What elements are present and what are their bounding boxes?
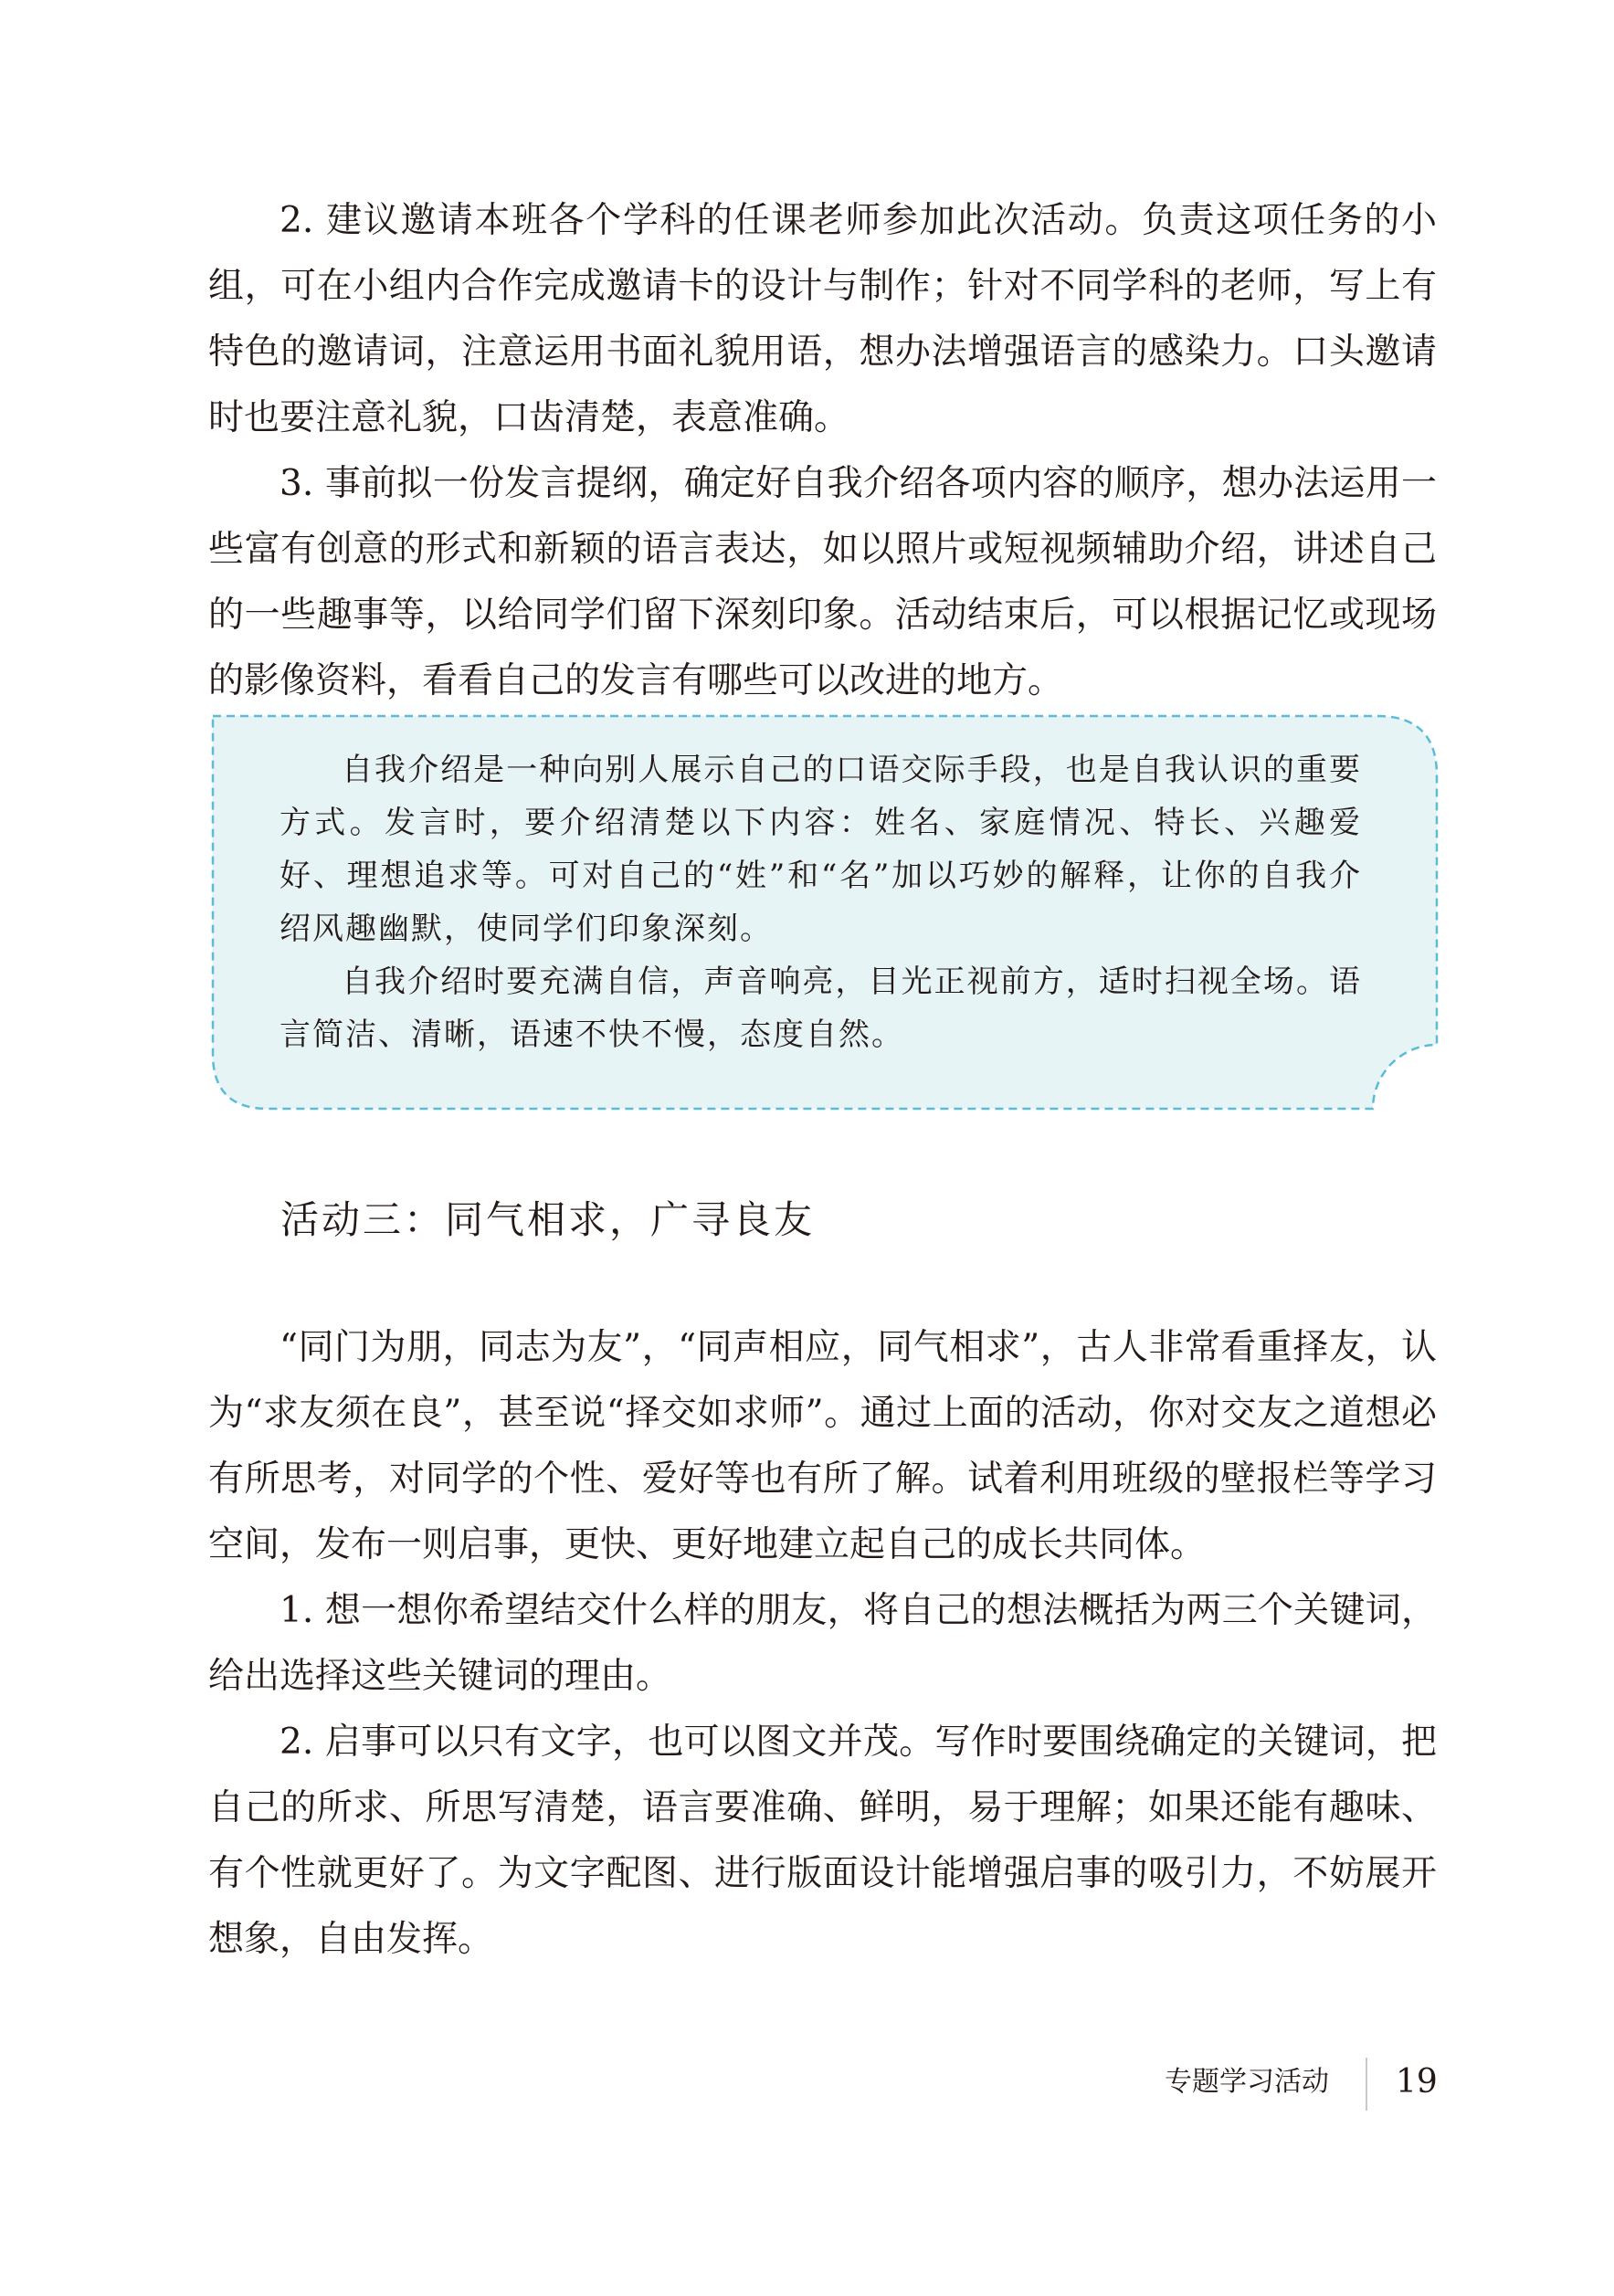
paragraph-speech-outline: 3. 事前拟一份发言提纲，确定好自我介绍各项内容的顺序，想办法运用一些富有创意的形式和新颖的语言表达，如以照片或短视频辅助介绍，讲述自己的一些趣事等，以给同学们留下深刻印象。活动结束后，可以根据记忆或现场的影像资料，看看自己的发言有哪些可以改进的地方。 [208, 463, 1437, 701]
activity-heading: 活动三：同气相求，广寻良友 [280, 1197, 816, 1242]
paragraph-keywords: 1. 想一想你希望结交什么样的朋友，将自己的想法概括为两三个关键词，给出选择这些关键词的理由。 [208, 1590, 1437, 1697]
footer-divider [1366, 2058, 1367, 2111]
paragraph-making-friends: “同门为朋，同志为友”，“同声相应，同气相求”，古人非常看重择友，认为“求友须在良”，甚至说“择交如求师”。通过上面的活动，你对交友之道想必有所思考，对同学的个性、爱好等也有所了解。试着利用班级的壁报栏等学习空间，发布一则启事，更快、更好地建立起自己的成长共同体。 [208, 1327, 1437, 1565]
paragraph-notice-writing: 2. 启事可以只有文字，也可以图文并茂。写作时要围绕确定的关键词，把自己的所求、所思写清楚，语言要准确、鲜明，易于理解；如果还能有趣味、有个性就更好了。为文字配图、进行版面设计能增强启事的吸引力，不妨展开想象，自由发挥。 [208, 1722, 1437, 1960]
page-number: 19 [1396, 2063, 1438, 2101]
paragraph-invite-teachers: 2. 建议邀请本班各个学科的任课老师参加此次活动。负责这项任务的小组，可在小组内合作完成邀请卡的设计与制作；针对不同学科的老师，写上有特色的邀请词，注意运用书面礼貌用语，想办法增强语言的感染力。口头邀请时也要注意礼貌，口齿清楚，表意准确。 [208, 200, 1437, 438]
tip-box [208, 707, 1441, 1111]
footer-section-label: 专题学习活动 [1165, 2066, 1329, 2098]
tip-paragraph-content: 自我介绍是一种向别人展示自己的口语交际手段，也是自我认识的重要方式。发言时，要介绍清楚以下内容：姓名、家庭情况、特长、兴趣爱好、理想追求等。可对自己的“姓”和“名”加以巧妙的解释，让你的自我介绍风趣幽默，使同学们印象深刻。 [280, 752, 1362, 947]
tip-paragraph-delivery: 自我介绍时要充满自信，声音响亮，目光正视前方，适时扫视全场。语言简洁、清晰，语速不快不慢，态度自然。 [280, 964, 1362, 1053]
